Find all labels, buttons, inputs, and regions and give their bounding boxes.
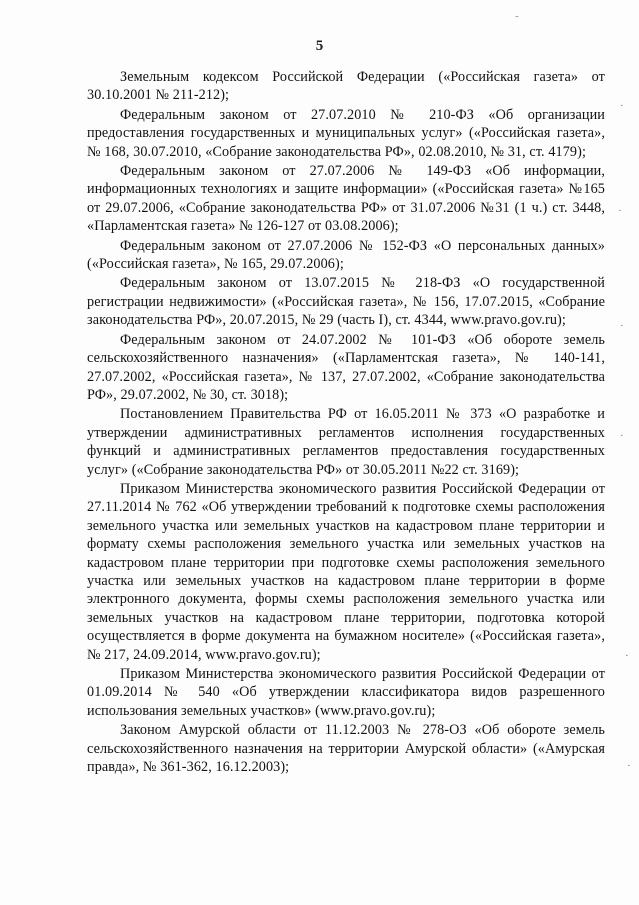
scan-speck: · [620,100,624,112]
paragraph-law-152: Федеральным законом от 27.07.2006 № 152-ФЗ «О персональных данных» («Российская газета», № 165, 29.07.2006); [87,237,605,273]
scan-speck: ˜ [515,14,519,26]
scan-speck: · [620,320,624,332]
paragraph-resolution-373: Постановлением Правительства РФ от 16.05.2011 № 373 «О разработке и утверждении административных регламентов исполнения государственных функций и административных регламентов предоставления государственных услуг» («Собрание законодательства РФ» от 30.05.2011 №22 ст. 3169); [87,406,605,478]
paragraph-order-540: Приказом Министерства экономического развития Российской Федерации от 01.09.2014 № 540 «Об утверждении классификатора видов разрешенного использования земельных участков» (www.pravo.gov.ru); [87,666,605,719]
paragraph-law-149: Федеральным законом от 27.07.2006 № 149-ФЗ «Об информации, информационных технологиях и защите информации» («Российская газета» №165 от 29.07.2006, «Собрание законодательства РФ» от 31.07.2006 №31 (1 ч.) ст. 3448, «Парламентская газета» № 126-127 от 03.08.2006); [87,163,605,235]
paragraph-law-210: Федеральным законом от 27.07.2010 № 210-ФЗ «Об организации предоставления государственных и муниципальных услуг» («Российская газета», № 168, 30.07.2010, «Собрание законодательства РФ», 02.08.2010, № 31, ст. 4179); [87,106,605,160]
scan-speck: · [618,205,622,217]
scan-speck: · [620,430,624,442]
paragraph-amur-law-278: Законом Амурской области от 11.12.2003 № 278-ОЗ «Об обороте земель сельскохозяйственного назначения на территории Амурской области» («Амурская правда», № 361-362, 16.12.2003); [87,722,605,776]
paragraph-order-762: Приказом Министерства экономического развития Российской Федерации от 27.11.2014 № 762 «Об утверждении требований к подготовке схемы расположения земельного участка или земельных участков на кадастровом плане территории и формату схемы расположения земельного участка или земельных участков на кадастровом плане территории при подготовке схемы расположения земельного участка или земельных участков на кадастровом плане территории в форме электронного документа, формы схемы расположения земельного участка или земельных участков на кадастровом плане территории, подготовка которой осуществляется в форме документа на бумажном носителе» («Российская газета», № 217, 24.09.2014, www.pravo.gov.ru); [87,480,605,663]
document-body [87,68,605,777]
paragraph-law-218: Федеральным законом от 13.07.2015 № 218-ФЗ «О государственной регистрации недвижимости» («Российская газета», № 156, 17.07.2015, «Собрание законодательства РФ», 20.07.2015, № 29 (часть I), ст. 4344, www.pravo.gov.ru); [87,275,605,329]
scan-speck: · [627,760,631,772]
paragraph-land-code: Земельным кодексом Российской Федерации («Российская газета» от 30.10.2001 № 211-212); [87,69,605,104]
scan-speck: · [625,650,629,662]
paragraph-law-101: Федеральным законом от 24.07.2002 № 101-ФЗ «Об обороте земель сельскохозяйственного назначения» («Парламентская газета», № 140-141, 27.07.2002, «Российская газета», № 137, 27.07.2002, «Собрание законодательства РФ», 29.07.2002, № 30, ст. 3018); [87,331,605,403]
page-number: 5 [315,38,324,54]
